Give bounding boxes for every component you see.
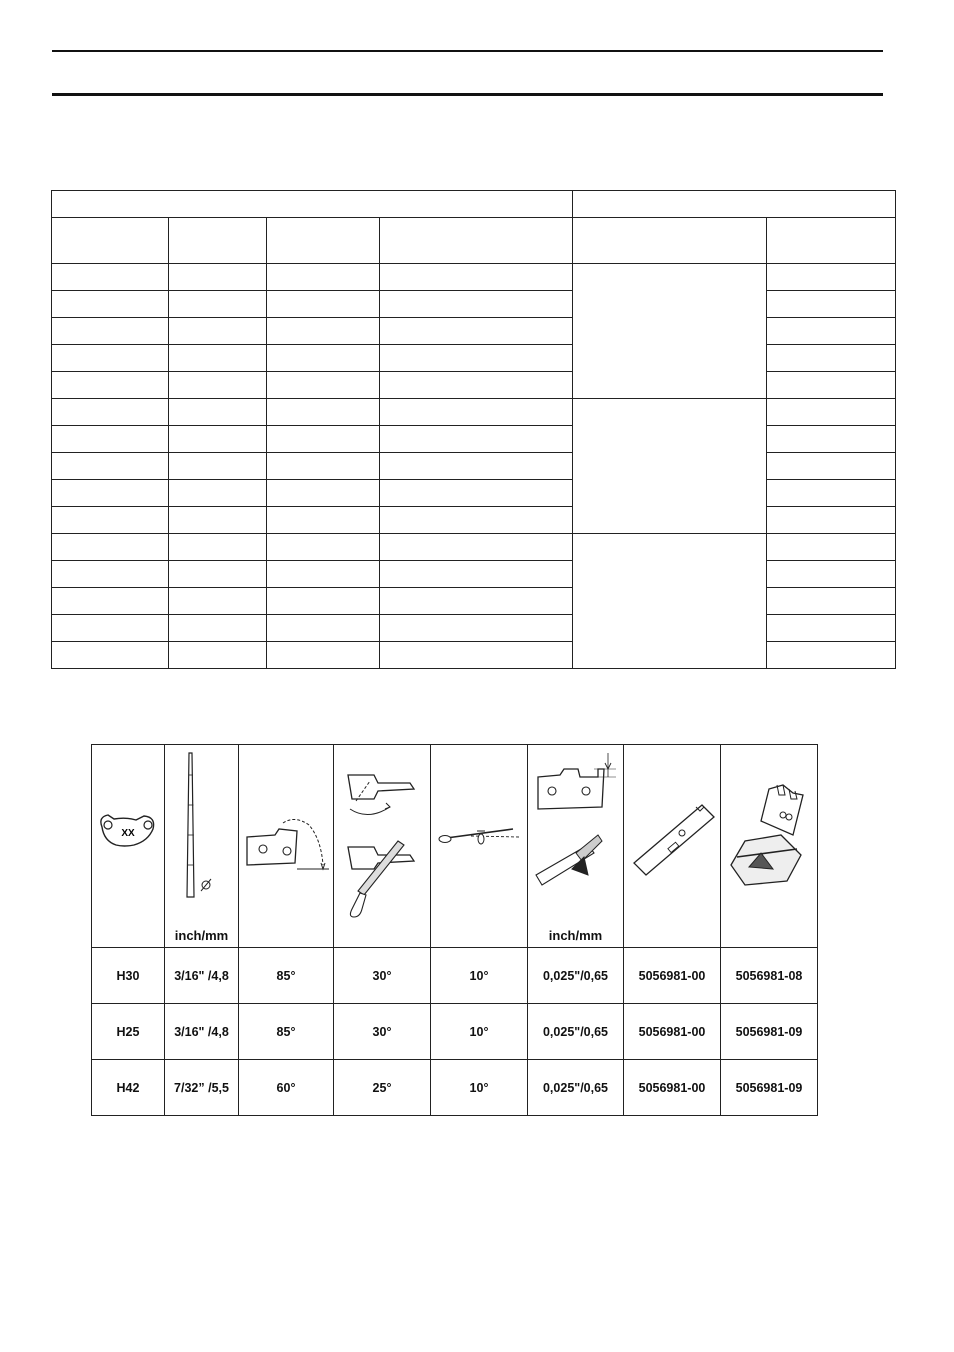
grid-cell bbox=[767, 534, 896, 561]
grid-cell bbox=[380, 291, 573, 318]
grid-cell bbox=[267, 507, 380, 534]
grid-cell bbox=[169, 534, 267, 561]
grid-cell bbox=[380, 588, 573, 615]
gauge-tool-part-number: 5056981-00 bbox=[624, 1004, 721, 1060]
grid-header-left bbox=[52, 191, 573, 218]
depth-gauge-tool-icon bbox=[624, 745, 720, 945]
chain-cell: H25 bbox=[92, 1004, 165, 1060]
grid-cell bbox=[267, 372, 380, 399]
top-plate-angle-value: 60° bbox=[239, 1060, 334, 1116]
grid-cell bbox=[52, 345, 169, 372]
tilt-angle-value: 10° bbox=[431, 1004, 528, 1060]
file-holder-icon bbox=[721, 745, 817, 945]
grid-cell bbox=[767, 453, 896, 480]
grid-group-cell bbox=[573, 534, 767, 669]
file-size-cell: 3/16" /4,8 bbox=[165, 1004, 239, 1060]
grid-cell bbox=[52, 372, 169, 399]
grid-cell bbox=[380, 318, 573, 345]
grid-cell bbox=[52, 615, 169, 642]
grid-cell bbox=[767, 372, 896, 399]
top-plate-angle-value: 85° bbox=[239, 1004, 334, 1060]
top-plate-angle-cell bbox=[239, 745, 334, 948]
grid-cell bbox=[380, 561, 573, 588]
grid-cell bbox=[267, 615, 380, 642]
depth-gauge-value: 0,025"/0,65 bbox=[528, 1004, 624, 1060]
grid-cell bbox=[52, 534, 169, 561]
grid-cell bbox=[380, 426, 573, 453]
table-row bbox=[92, 948, 818, 1004]
round-file-icon bbox=[165, 745, 238, 925]
filing-angle-value: 25° bbox=[334, 1060, 431, 1116]
top-plate-angle-value: 85° bbox=[239, 948, 334, 1004]
cutter-mark-text: XX bbox=[121, 828, 135, 839]
depth-gauge-icon bbox=[528, 745, 623, 925]
grid-cell bbox=[267, 318, 380, 345]
grid-cell bbox=[169, 642, 267, 669]
depth-gauge-value: 0,025"/0,65 bbox=[528, 1060, 624, 1116]
grid-cell bbox=[267, 561, 380, 588]
grid-cell bbox=[767, 264, 896, 291]
grid-cell bbox=[52, 588, 169, 615]
grid-col-header bbox=[380, 218, 573, 264]
filing-angle-value: 30° bbox=[334, 948, 431, 1004]
grid-col-header bbox=[767, 218, 896, 264]
file-holder-part-number: 5056981-09 bbox=[721, 1004, 818, 1060]
grid-cell bbox=[169, 588, 267, 615]
grid-cell bbox=[767, 615, 896, 642]
table-row bbox=[92, 1004, 818, 1060]
grid-cell bbox=[767, 507, 896, 534]
grid-cell bbox=[267, 534, 380, 561]
grid-cell bbox=[767, 642, 896, 669]
grid-cell bbox=[52, 426, 169, 453]
grid-cell bbox=[380, 642, 573, 669]
grid-cell bbox=[380, 480, 573, 507]
grid-cell bbox=[380, 534, 573, 561]
grid-col-header bbox=[267, 218, 380, 264]
gauge-tool-part-number: 5056981-00 bbox=[624, 948, 721, 1004]
filing-angle-cell bbox=[334, 745, 431, 948]
grid-cell bbox=[169, 345, 267, 372]
grid-cell bbox=[767, 561, 896, 588]
grid-cell bbox=[380, 507, 573, 534]
tilt-angle-value: 10° bbox=[431, 1060, 528, 1116]
gauge-tool-part-number: 5056981-00 bbox=[624, 1060, 721, 1116]
grid-cell bbox=[267, 426, 380, 453]
grid-cell bbox=[380, 615, 573, 642]
grid-cell bbox=[52, 561, 169, 588]
grid-cell bbox=[52, 264, 169, 291]
grid-cell bbox=[169, 264, 267, 291]
grid-cell bbox=[267, 291, 380, 318]
grid-cell bbox=[169, 399, 267, 426]
file-holder-part-number: 5056981-09 bbox=[721, 1060, 818, 1116]
grid-cell bbox=[52, 318, 169, 345]
specification-grid bbox=[51, 190, 896, 669]
grid-cell bbox=[267, 264, 380, 291]
grid-cell bbox=[267, 453, 380, 480]
grid-cell bbox=[52, 480, 169, 507]
grid-cell bbox=[267, 642, 380, 669]
header-rule-bottom bbox=[52, 93, 883, 96]
grid-cell bbox=[169, 372, 267, 399]
grid-cell bbox=[169, 561, 267, 588]
file-holder-tilt-icon bbox=[431, 745, 527, 945]
filing-angle-icon bbox=[334, 745, 430, 945]
chain-cell: H30 bbox=[92, 948, 165, 1004]
grid-col-header bbox=[52, 218, 169, 264]
filing-angle-value: 30° bbox=[334, 1004, 431, 1060]
depth-gauge-unit-label: inch/mm bbox=[548, 928, 603, 943]
grid-cell bbox=[380, 453, 573, 480]
grid-cell bbox=[169, 426, 267, 453]
top-plate-angle-icon bbox=[239, 745, 333, 945]
gauge-tool-cell bbox=[624, 745, 721, 948]
file-holder-part-number: 5056981-08 bbox=[721, 948, 818, 1004]
file-holder-cell bbox=[721, 745, 818, 948]
depth-gauge-cell bbox=[528, 745, 624, 948]
chain-cell: H42 bbox=[92, 1060, 165, 1116]
grid-cell bbox=[169, 615, 267, 642]
grid-group-cell bbox=[573, 399, 767, 534]
grid-cell bbox=[169, 291, 267, 318]
file-size-cell: 7/32” /5,5 bbox=[165, 1060, 239, 1116]
grid-col-header bbox=[573, 218, 767, 264]
depth-gauge-value: 0,025"/0,65 bbox=[528, 948, 624, 1004]
grid-group-cell bbox=[573, 264, 767, 399]
grid-col-header bbox=[169, 218, 267, 264]
grid-header-right bbox=[573, 191, 896, 218]
grid-cell bbox=[767, 318, 896, 345]
header-rule-top bbox=[52, 50, 883, 52]
grid-cell bbox=[52, 399, 169, 426]
grid-cell bbox=[52, 507, 169, 534]
chain-cutter-mark-icon bbox=[92, 745, 164, 945]
grid-cell bbox=[767, 588, 896, 615]
grid-cell bbox=[767, 291, 896, 318]
grid-cell bbox=[267, 399, 380, 426]
file-cell bbox=[165, 745, 239, 948]
grid-cell bbox=[52, 642, 169, 669]
file-unit-label: inch/mm bbox=[174, 928, 229, 943]
grid-cell bbox=[380, 264, 573, 291]
grid-cell bbox=[767, 426, 896, 453]
tilt-angle-cell bbox=[431, 745, 528, 948]
chain-mark-cell bbox=[92, 745, 165, 948]
sharpening-table bbox=[91, 744, 818, 1116]
table-row bbox=[92, 1060, 818, 1116]
grid-cell bbox=[267, 480, 380, 507]
grid-cell bbox=[767, 480, 896, 507]
grid-cell bbox=[169, 318, 267, 345]
grid-cell bbox=[169, 507, 267, 534]
grid-cell bbox=[380, 399, 573, 426]
grid-cell bbox=[380, 372, 573, 399]
grid-cell bbox=[380, 345, 573, 372]
grid-cell bbox=[169, 480, 267, 507]
grid-cell bbox=[767, 345, 896, 372]
grid-cell bbox=[169, 453, 267, 480]
file-size-cell: 3/16" /4,8 bbox=[165, 948, 239, 1004]
grid-cell bbox=[267, 345, 380, 372]
tilt-angle-value: 10° bbox=[431, 948, 528, 1004]
grid-cell bbox=[267, 588, 380, 615]
grid-cell bbox=[52, 453, 169, 480]
grid-cell bbox=[52, 291, 169, 318]
grid-cell bbox=[767, 399, 896, 426]
